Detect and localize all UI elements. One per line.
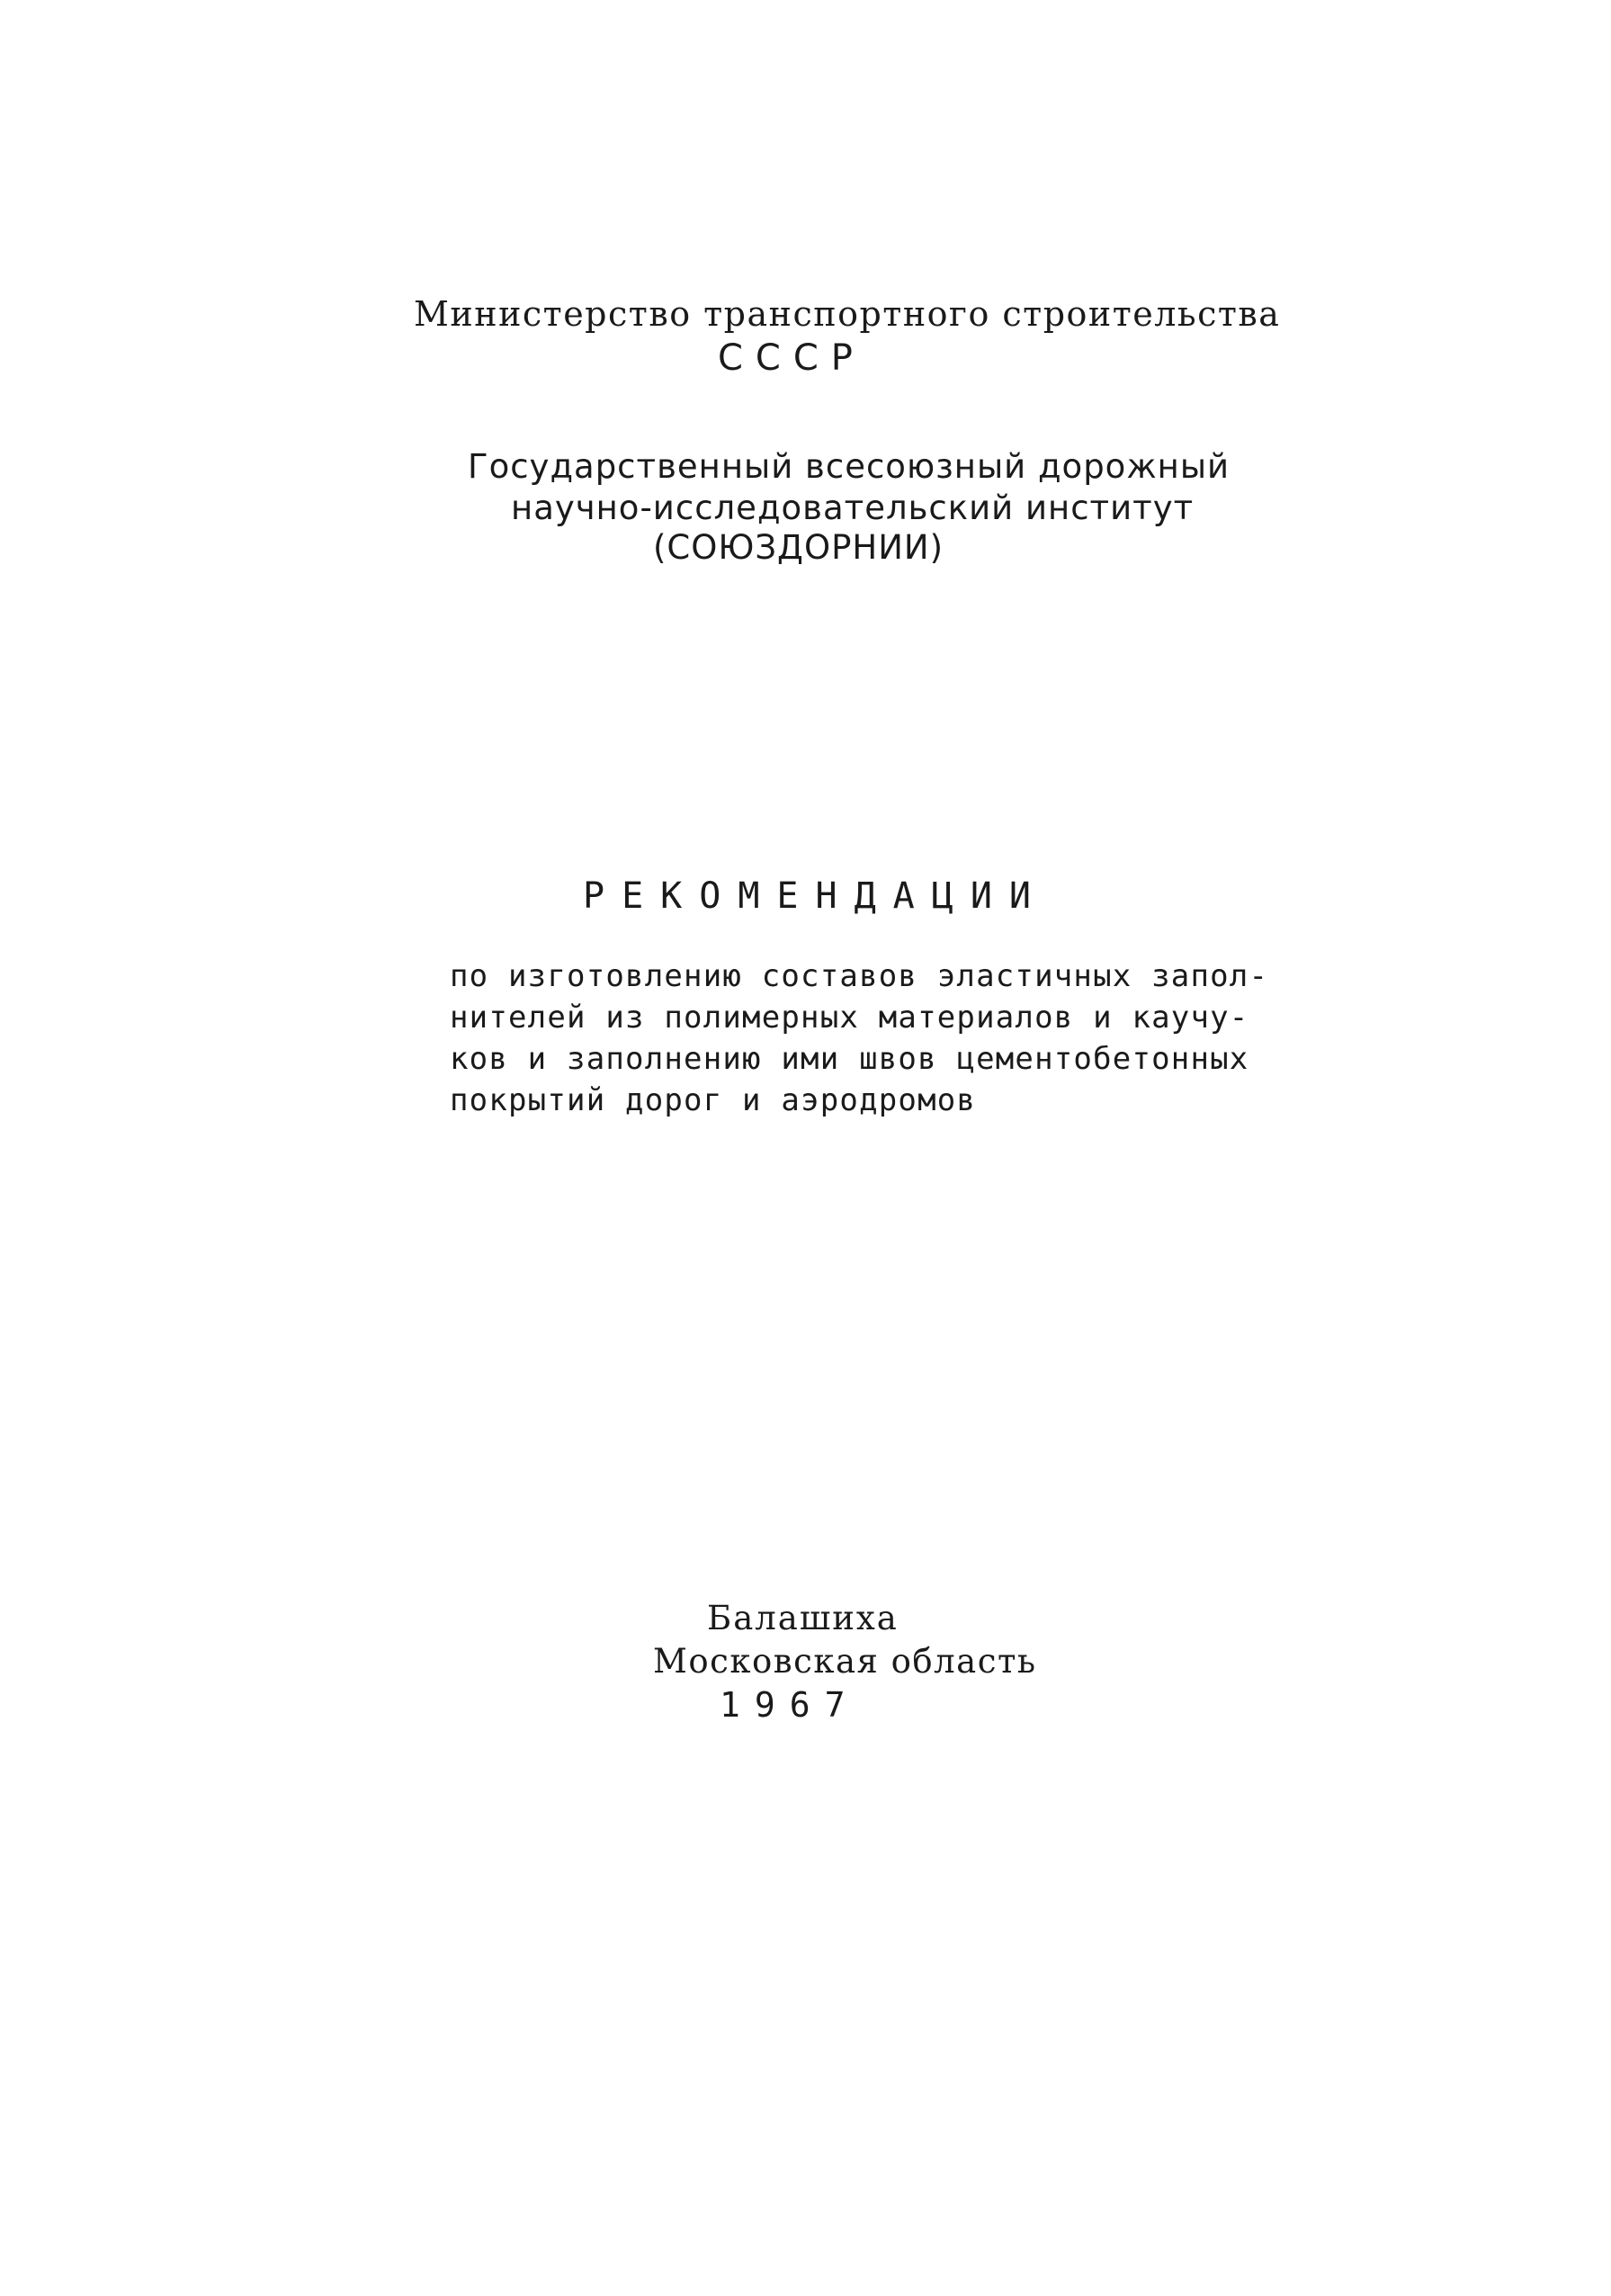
imprint-year: 1967: [720, 1685, 860, 1725]
document-subtitle-line: по изготовлению составов эластичных запол-: [450, 958, 1269, 994]
country-name: СССР: [718, 337, 865, 379]
document-title: РЕКОМЕНДАЦИИ: [583, 875, 1048, 917]
document-subtitle-line: ков и заполнению ими швов цементобетонных: [450, 1041, 1249, 1077]
document-subtitle-line: нителей из полимерных материалов и каучу-: [450, 1000, 1249, 1036]
institute-abbreviation: (СОЮЗДОРНИИ): [653, 528, 944, 567]
imprint-city: Балашиха: [707, 1599, 899, 1637]
ministry-name: Министерство транспортного строительства: [414, 294, 1281, 334]
imprint-region: Московская область: [653, 1642, 1037, 1681]
institute-name-line-1: Государственный всесоюзный дорожный: [468, 447, 1231, 486]
document-subtitle-line: покрытий дорог и аэродромов: [450, 1082, 977, 1118]
institute-name-line-2: научно-исследовательский институт: [511, 489, 1195, 527]
